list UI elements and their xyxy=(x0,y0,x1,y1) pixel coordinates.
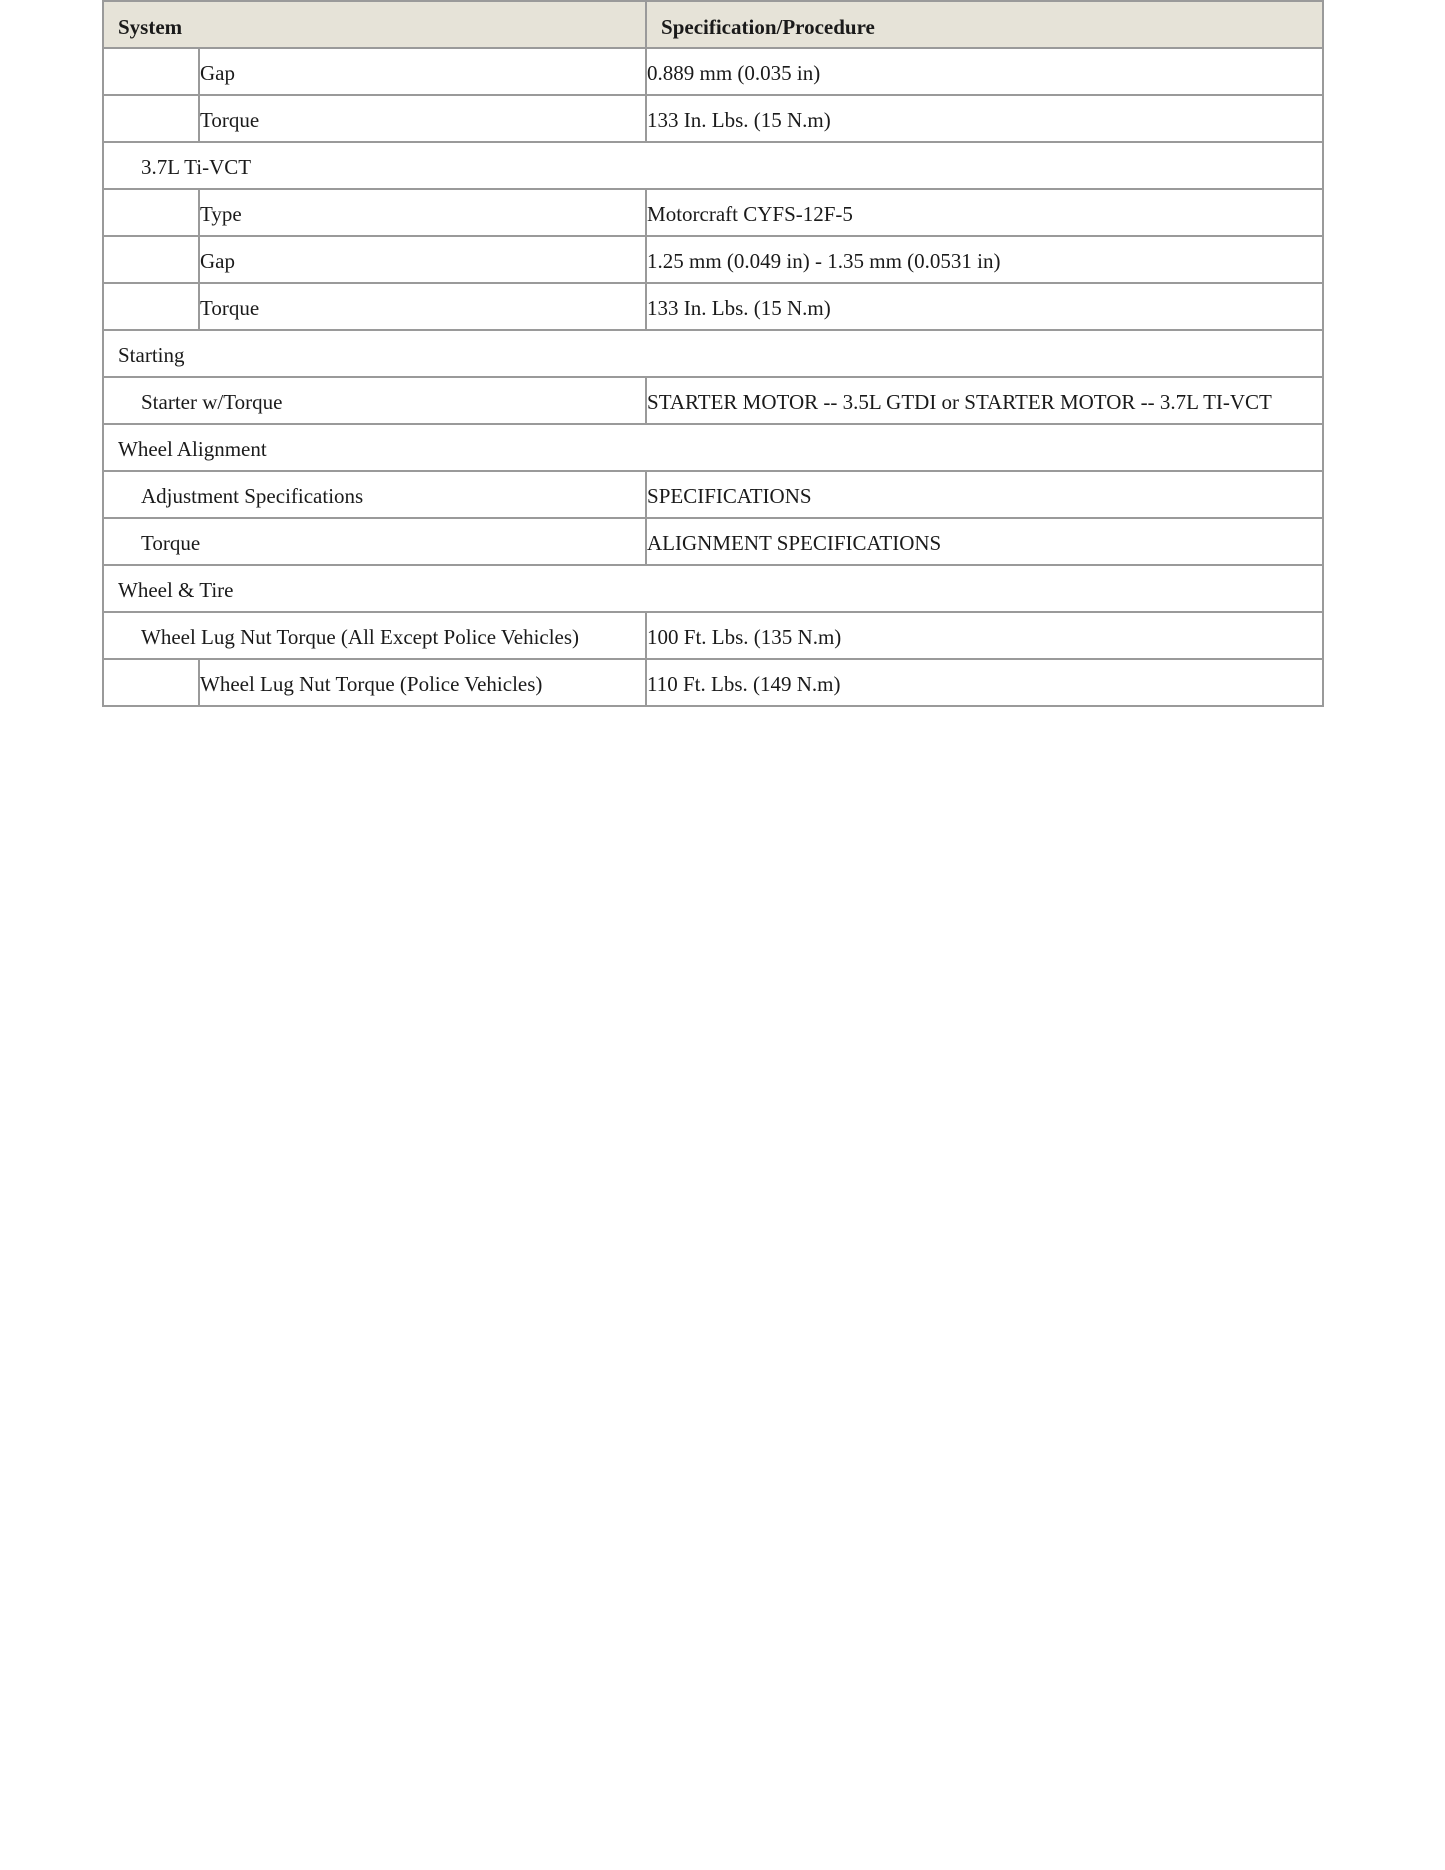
table-row xyxy=(103,424,1323,471)
table-row xyxy=(103,283,1323,330)
row-label: Wheel Lug Nut Torque (All Except Police Vehicles) xyxy=(103,612,646,659)
table-row xyxy=(103,612,1323,659)
row-value: 133 In. Lbs. (15 N.m) xyxy=(646,283,1323,330)
row-value: 0.889 mm (0.035 in) xyxy=(646,48,1323,95)
row-label: Torque xyxy=(199,95,646,142)
table-row xyxy=(103,142,1323,189)
row-label: Gap xyxy=(199,236,646,283)
row-label: Wheel Lug Nut Torque (Police Vehicles) xyxy=(199,659,646,706)
table-row xyxy=(103,189,1323,236)
table-row xyxy=(103,48,1323,95)
table-header-row xyxy=(103,1,1323,48)
row-label: Gap xyxy=(199,48,646,95)
indent-cell xyxy=(103,95,199,142)
row-value: 110 Ft. Lbs. (149 N.m) xyxy=(646,659,1323,706)
row-label: Torque xyxy=(103,518,646,565)
table-row xyxy=(103,236,1323,283)
specification-table xyxy=(102,0,1324,707)
row-label: Type xyxy=(199,189,646,236)
row-value: STARTER MOTOR -- 3.5L GTDI or STARTER MOTOR -- 3.7L TI-VCT xyxy=(646,377,1323,424)
column-header-spec: Specification/Procedure xyxy=(646,1,1323,48)
indent-cell xyxy=(103,189,199,236)
section-heading: Wheel Alignment xyxy=(103,424,1323,471)
indent-cell xyxy=(103,236,199,283)
table-row xyxy=(103,377,1323,424)
indent-cell xyxy=(103,48,199,95)
subsection-heading: 3.7L Ti-VCT xyxy=(103,142,1323,189)
table-row xyxy=(103,659,1323,706)
table-row xyxy=(103,95,1323,142)
row-value: Motorcraft CYFS-12F-5 xyxy=(646,189,1323,236)
row-value: SPECIFICATIONS xyxy=(646,471,1323,518)
table-row xyxy=(103,471,1323,518)
row-label: Torque xyxy=(199,283,646,330)
column-header-system: System xyxy=(103,1,646,48)
row-label: Starter w/Torque xyxy=(103,377,646,424)
table-row xyxy=(103,565,1323,612)
row-value: 133 In. Lbs. (15 N.m) xyxy=(646,95,1323,142)
table-row xyxy=(103,330,1323,377)
section-heading: Wheel & Tire xyxy=(103,565,1323,612)
row-value: 100 Ft. Lbs. (135 N.m) xyxy=(646,612,1323,659)
table-row xyxy=(103,518,1323,565)
row-label: Adjustment Specifications xyxy=(103,471,646,518)
row-value: 1.25 mm (0.049 in) - 1.35 mm (0.0531 in) xyxy=(646,236,1323,283)
row-value: ALIGNMENT SPECIFICATIONS xyxy=(646,518,1323,565)
indent-cell xyxy=(103,283,199,330)
indent-cell xyxy=(103,659,199,706)
section-heading: Starting xyxy=(103,330,1323,377)
